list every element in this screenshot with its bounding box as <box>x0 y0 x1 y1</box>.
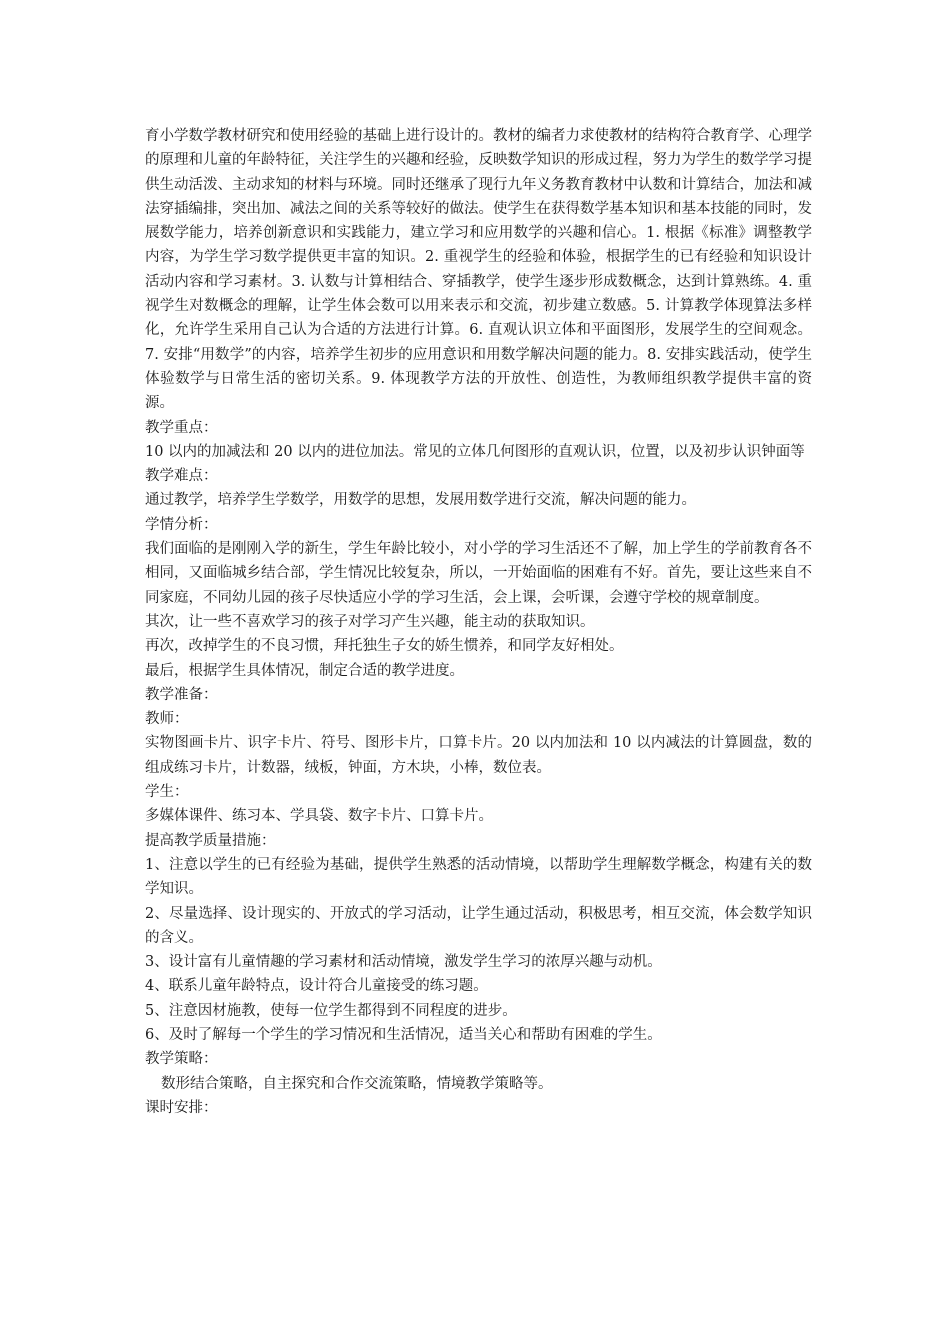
key-points-heading: 教学重点： <box>145 419 218 436</box>
teacher-materials: 实物图画卡片、识字卡片、符号、图形卡片，口算卡片。20 以内加法和 10 以内减法的计算圆盘，数的组成练习卡片，计数器，绒板，钟面，方木块，小棒，数位表。 <box>145 735 812 776</box>
intro-paragraph: 育小学数学教材研究和使用经验的基础上进行设计的。教材的编者力求使教材的结构符合教育学、心理学的原理和儿童的年龄特征，关注学生的兴趣和经验，反映数学知识的形成过程，努力为学生的数学学习提供生动活泼、主动求知的材料与环境。同时还继承了现行九年义务教育教材中认数和计算结合，加法和减法穿插编排，突出加、减法之间的关系等较好的做法。使学生在获得数学基本知识和基本技能的同时，发展数学能力，培养创新意识和实践能力，建立学习和应用数学的兴趣和信心。1. 根据《标准》调整教学内容，为学生学习数学提供更丰富的知识。2. 重视学生的经验和体验，根据学生的已有经验和知识设计活动内容和学习素材。3. 认数与计算相结合、穿插教学，使学生逐步形成数概念，达到计算熟练。4. 重视学生对数概念的理解，让学生体会数可以用来表示和交流，初步建立数感。5. 计算教学体现算法多样化，允许学生采用自己认为合适的方法进行计算。6. 直观认识立体和平面图形，发展学生的空间观念。7. 安排“用数学”的内容，培养学生初步的应用意识和用数学解决问题的能力。8. 安排实践活动，使学生体验数学与日常生活的密切关系。9. 体现教学方法的开放性、创造性，为教师组织教学提供丰富的资源。 <box>145 128 812 412</box>
measure-item: 2、尽量选择、设计现实的、开放式的学习活动，让学生通过活动，积极思考，相互交流，体会数学知识的含义。 <box>145 905 812 946</box>
teacher-label: 教师： <box>145 711 189 728</box>
measure-item: 3、设计富有儿童情趣的学习素材和活动情境，激发学生学习的浓厚兴趣与动机。 <box>145 954 662 971</box>
key-points-text: 10 以内的加减法和 20 以内的进位加法。常见的立体几何图形的直观认识，位置，以及初步认识钟面等 <box>145 443 805 460</box>
schedule-heading: 课时安排： <box>145 1099 218 1116</box>
measure-item: 5、注意因材施教，使每一位学生都得到不同程度的进步。 <box>145 1002 517 1019</box>
student-materials: 多媒体课件、练习本、学具袋、数字卡片、口算卡片。 <box>145 808 493 825</box>
student-label: 学生： <box>145 784 189 801</box>
difficulties-text: 通过教学，培养学生学数学，用数学的思想，发展用数学进行交流，解决问题的能力。 <box>145 492 696 509</box>
measure-item: 4、联系儿童年龄特点，设计符合儿童接受的练习题。 <box>145 978 488 995</box>
analysis-heading: 学情分析： <box>145 516 218 533</box>
analysis-paragraph-1: 我们面临的是刚刚入学的新生，学生年龄比较小，对小学的学习生活还不了解，加上学生的学前教育各不相同，又面临城乡结合部，学生情况比较复杂，所以，一开始面临的困难有不好。首先，要让这些来自不同家庭，不同幼儿园的孩子尽快适应小学的学习生活，会上课，会听课，会遵守学校的规章制度。 <box>145 541 812 606</box>
measure-item: 1、注意以学生的已有经验为基础，提供学生熟悉的活动情境，以帮助学生理解数学概念，构建有关的数学知识。 <box>145 856 812 898</box>
difficulties-heading: 教学难点： <box>145 468 218 485</box>
analysis-paragraph-2: 其次，让一些不喜欢学习的孩子对学习产生兴趣，能主动的获取知识。 <box>145 613 595 630</box>
measures-heading: 提高教学质量措施： <box>145 832 276 849</box>
measure-item: 6、及时了解每一个学生的学习情况和生活情况，适当关心和帮助有困难的学生。 <box>145 1026 662 1043</box>
analysis-paragraph-4: 最后，根据学生具体情况，制定合适的教学进度。 <box>145 662 464 679</box>
strategy-text: 数形结合策略，自主探究和合作交流策略，情境教学策略等。 <box>161 1075 553 1092</box>
preparation-heading: 教学准备： <box>145 686 218 703</box>
document-page <box>145 124 812 1120</box>
strategy-heading: 教学策略： <box>145 1051 218 1068</box>
analysis-paragraph-3: 再次，改掉学生的不良习惯，拜托独生子女的娇生惯养，和同学友好相处。 <box>145 638 624 655</box>
